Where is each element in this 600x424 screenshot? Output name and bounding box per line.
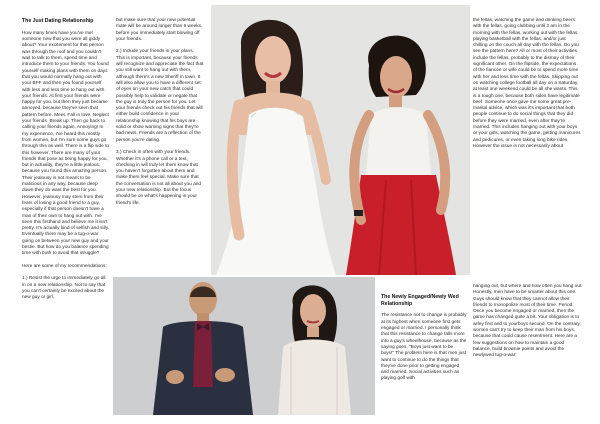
photo-man-and-woman-illustration: [113, 277, 375, 415]
paragraph: The resistance not to change is probably at its highest when someone first gets engaged or married. I personally think that this resistance to change falls more into a guy's wheelhouse, because as the saying goes, "Boys just want to be boys!" The problem here is that men just want to continue to do the things that they've done prior to getting engaged and married. Social activities such as playing golf with: [381, 313, 467, 382]
paragraph: but make sure that your new potential mate will be around longer than 6 weeks, before you immediately start blowing off your friends.: [116, 18, 203, 42]
paragraph: 3.) Check in often with your friends. Whether it's a phone call or a text, checking in will truly let them know that you haven't forgotten about them and make them feel special. Make sure that the conversation is not all about you and your new relationship. But the focus should be on what's happening in your friend's life.: [116, 150, 202, 206]
paragraph: 2.) Include your friends in your plans. This is important, because your friends will recognize and appreciate the fact that you still want to hang out with them, although there's a new Sheriff in town. It will also allow you to have a different set of eyes on your new catch that could possibly help to validate or negate that the guy is truly the person for you. Let your friends check out his friends that will either build confidence in your relationship knowing that his boys are solid or show warning signs that they're bad news. Friends are a reflection of the person you're dating.: [116, 49, 204, 143]
paragraph: How many times have you've met someone new that you were all giddy about? Your excitement for that person was through the roof and you couldn't wait to talk to them, spend time and introduce them to your friends. You found yourself making plans with them on days that you would normally hang out with your BFF and then you found yourself with less and less time to hang out with your friends. At first your friends were happy for you, but then they just became annoyed, because they've seen that pattern before. Meet. Fall in love. Neglect your friends. Break up. Then go back to calling your friends again. Annoying! In my experience, I've heard this mostly from women, but I'm sure some guys go through this as well. There is a flip side to this however. There are many of your friends that pose as being happy for you, but in actuality, they're a little jealous, because you found this amazing person. Their jealousy is not meant to be malicious in any way, because deep down they do want the best for you. However, jealousy may stem from their fears of losing a good friend to a guy, especially if that person doesn't have a man of their own to hang out with. I've seen this firsthand and believe me it isn't pretty. It's actually kind of selfish and silly. Eventually there may be a tug-o-war going on between your new guy and your bestie. But how do you balance spending time with both to avoid that struggle?: [22, 30, 110, 257]
section-heading-newly-engaged: The Newly Engaged/Newly Wed Relationship: [381, 294, 459, 307]
paragraph: 1.) Resist the urge to immediately go all in on a new relationship. Not to say that you can't certainly be excited about the new guy or girl,: [22, 276, 106, 301]
photo-man-and-woman: [113, 277, 375, 415]
paragraph: Here are some of my recommendations:: [22, 263, 107, 269]
article-column-1: [22, 18, 110, 410]
article-column-3: [473, 18, 581, 283]
photo-two-women: [211, 5, 470, 275]
article-column-5: [473, 284, 583, 412]
paragraph: the fellas, watching the game and drinking beers with the fellas, going clubbing until 3 am in the morning with the fellas, working out with the fellas, playing basketball with the fellas, and/or just chilling on the couch all day with the fellas. Do you see the pattern here? All or most of their activities include the fellas, probably to the dismay of their significant other. On the flipside, the expectations of the fiancée or wife could be to spend more time with her and less time with the fellas. Skipping out on watching college football all day on a Saturday, at least one weekend could be all she wants. This is a tough one, because both sides have legitimate beef. Someone once gave me some great pre-marital advice, which was it's important that both people continue to do social things that they did before they were married, even after they're married. This includes hanging out with your boys or your girls, watching the game, getting manicures and pedicures, or even taking long bike rides. However the issue is not necessarily about: [473, 18, 581, 149]
article-column-2: [116, 18, 204, 280]
photo-two-women-illustration: [211, 5, 470, 275]
paragraph: hanging out, but where and how often you hang out. Honestly, men have to be smarter about this one. Guys should know that they cannot allow their friends to monopolize most of their time. Period. Once you become engaged or married, then the game has changed quite a bit. Your obligation is to wifey first and to yourboys second. On the contrary, women can't try to keep their man from his boys, because that could cause resentment. Here are a few suggestions on how to maintain a good balance, build brownie points and avoid the newlywed tug-o-war:: [473, 284, 583, 359]
article-column-4: [381, 294, 467, 414]
section-heading-just-dating: The Just Dating Relationship: [22, 18, 94, 24]
